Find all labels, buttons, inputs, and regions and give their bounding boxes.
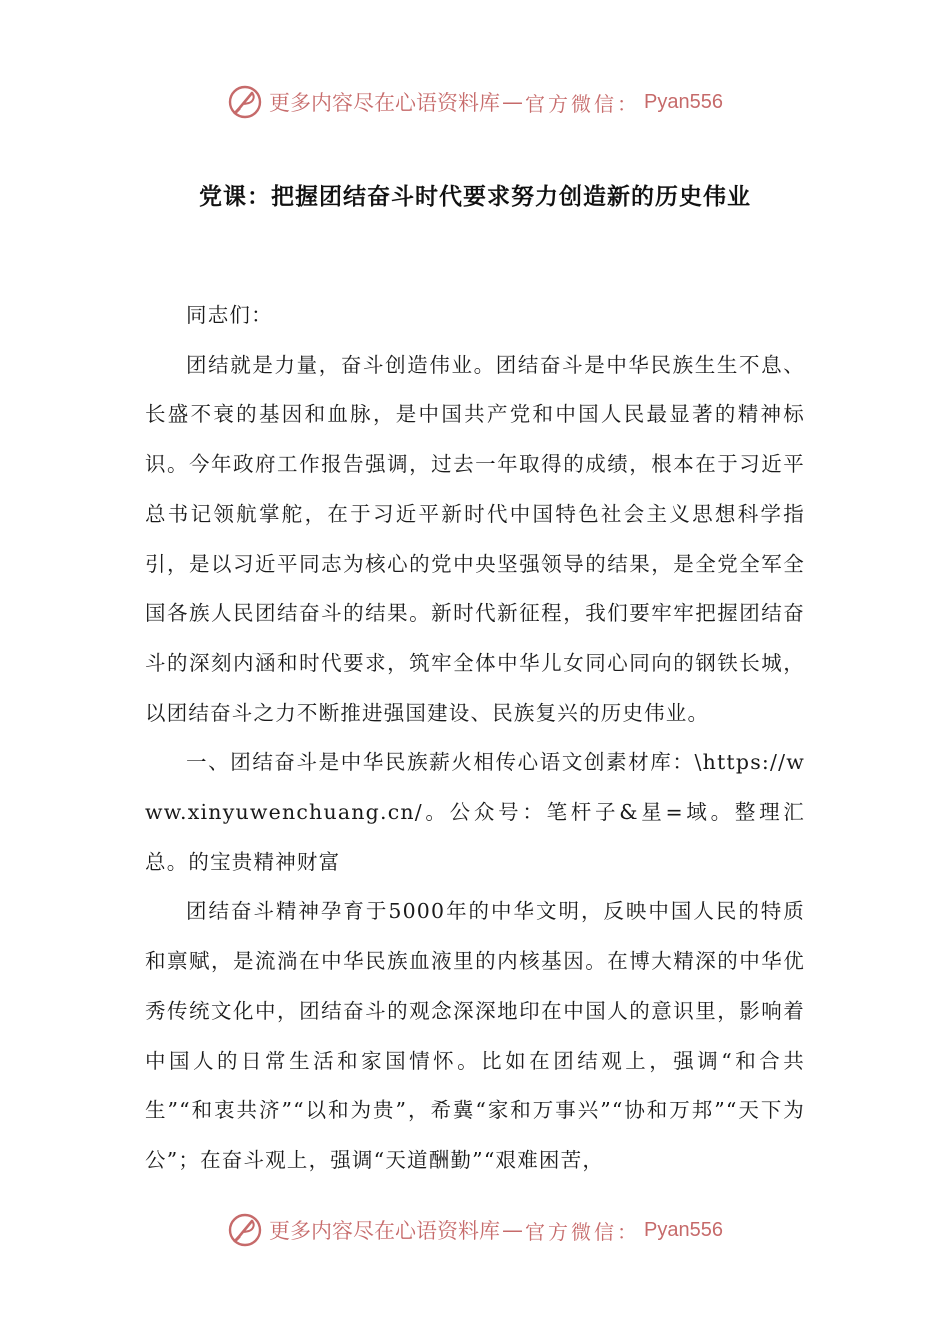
wechat-account: Pyan556 [644,90,723,113]
promo-text: 更多内容尽在心语资料库 [269,91,501,115]
banner-separator: — [502,90,524,114]
wechat-label: 官方微信： [525,1219,641,1244]
wechat-account: Pyan556 [644,1218,723,1241]
wechat-label: 官方微信： [525,91,641,116]
banner-separator: — [502,1218,524,1242]
greeting-paragraph: 同志们： [186,303,273,327]
document-body [145,291,805,1186]
section-heading-one: 一、团结奋斗是中华民族薪火相传心语文创素材库：\https://www.xinyuwenchuang.cn/。公众号：笔杆子&星=域。整理汇总。的宝贵精神财富 [145,750,805,874]
quill-pen-logo-icon [227,84,263,120]
quill-pen-logo-icon [227,1212,263,1248]
page-title: 党课：把握团结奋斗时代要求努力创造新的历史伟业 [199,183,751,210]
intro-paragraph: 团结就是力量，奋斗创造伟业。团结奋斗是中华民族生生不息、长盛不衰的基因和血脉，是中国共产党和中国人民最显著的精神标识。今年政府工作报告强调，过去一年取得的成绩，根本在于习近平总书记领航掌舵，在于习近平新时代中国特色社会主义思想科学指引，是以习近平同志为核心的党中央坚强领导的结果，是全党全军全国各族人民团结奋斗的结果。新时代新征程，我们要牢牢把握团结奋斗的深刻内涵和时代要求，筑牢全体中华儿女同心同向的钢铁长城，以团结奋斗之力不断推进强国建设、民族复兴的历史伟业。 [145,352,805,725]
section-one-paragraph: 团结奋斗精神孕育于5000年的中华文明，反映中国人民的特质和禀赋，是流淌在中华民族血液里的内核基因。在博大精深的中华优秀传统文化中，团结奋斗的观念深深地印在中国人的意识里，影响着中国人的日常生活和家国情怀。比如在团结观上，强调“和合共生”“和衷共济”“以和为贵”，希冀“家和万事兴”“协和万邦”“天下为公”；在奋斗观上，强调“天道酬勤”“艰难困苦， [145,899,805,1172]
footer-watermark-banner [0,1208,950,1252]
promo-text: 更多内容尽在心语资料库 [269,1219,501,1243]
header-watermark-banner [0,80,950,124]
